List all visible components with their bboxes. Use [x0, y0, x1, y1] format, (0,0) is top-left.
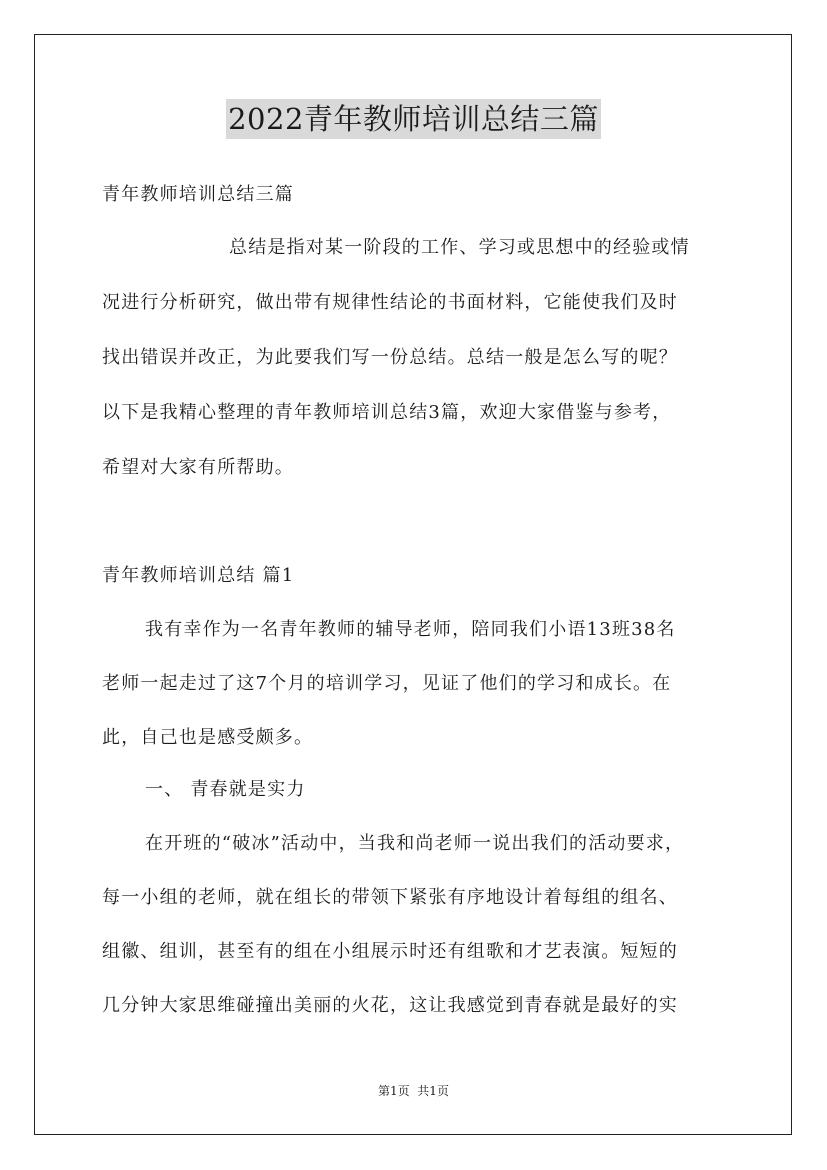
document-subtitle: 青年教师培训总结三篇 [102, 184, 294, 205]
section-heading: 青年教师培训总结 篇1 [102, 565, 295, 586]
intro-line: 总结是指对某一阶段的工作、学习或思想中的经验或情 [229, 237, 690, 258]
paragraph-line: 几分钟大家思维碰撞出美丽的火花，这让我感觉到青春就是最好的实 [102, 995, 678, 1016]
paragraph-line: 此，自己也是感受颇多。 [102, 727, 314, 748]
point-heading: 一、 青春就是实力 [145, 779, 306, 800]
intro-line: 找出错误并改正，为此要我们写一份总结。总结一般是怎么写的呢？ [102, 347, 678, 368]
paragraph-line: 我有幸作为一名青年教师的辅导老师，陪同我们小语13班38名 [145, 619, 676, 640]
paragraph-line: 组徽、组训，甚至有的组在小组展示时还有组歌和才艺表演。短短的 [102, 941, 678, 962]
paragraph-line: 每一小组的老师，就在组长的带领下紧张有序地设计着每组的组名、 [102, 887, 678, 908]
document-title [0, 99, 827, 139]
intro-line: 况进行分析研究，做出带有规律性结论的书面材料，它能使我们及时 [102, 292, 678, 313]
paragraph-line: 老师一起走过了这7个月的培训学习，见证了他们的学习和成长。在 [102, 673, 672, 694]
paragraph-line: 在开班的“破冰”活动中，当我和尚老师一说出我们的活动要求， [145, 833, 685, 854]
document-title-text: 2022青年教师培训总结三篇 [226, 99, 601, 139]
intro-line: 以下是我精心整理的青年教师培训总结3篇，欢迎大家借鉴与参考， [102, 402, 672, 423]
intro-line: 希望对大家有所帮助。 [102, 457, 294, 478]
page-number-footer: 第1页 共1页 [378, 1084, 449, 1098]
